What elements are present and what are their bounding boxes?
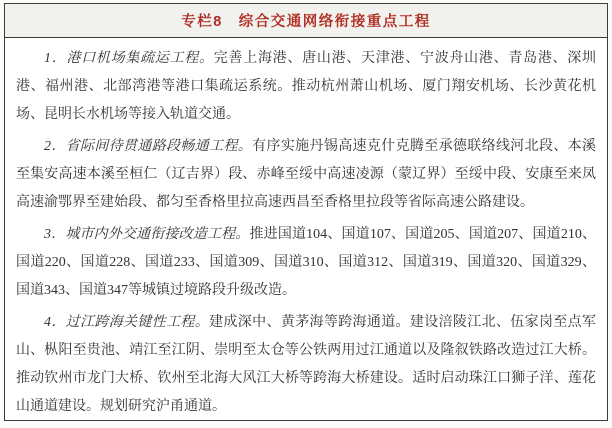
- paragraph-3-lead: 3．城市内外交通衔接改造工程。: [44, 227, 250, 242]
- paragraph-1-text: 完善上海港、唐山港、天津港、宁波舟山港、青岛港、深圳港、福州港、北部湾港等港口集疏运系统。推动杭州萧山机场、厦门翔安机场、长沙黄花机场、昆明长水机场等接入轨道交通。: [16, 51, 597, 122]
- paragraph-4: [16, 309, 596, 420]
- box-header: [5, 4, 607, 38]
- paragraph-1-lead: 1．港口机场集疏运工程。: [44, 51, 214, 66]
- paragraph-2-lead: 2．省际间待贯通路段畅通工程。: [44, 139, 253, 154]
- paragraph-2-text: 有序实施丹锡高速克什克腾至承德联络线河北段、本溪至集安高速本溪至桓仁（辽吉界）段、赤峰至绥中高速凌源（蒙辽界）至绥中段、安康至来凤高速渝鄂界至建始段、都匀至香格里拉高速西昌至香格里拉段等省际高速公路建设。: [16, 139, 597, 210]
- paragraph-3: [16, 221, 596, 305]
- box-title: 专栏8 综合交通网络衔接重点工程: [181, 14, 431, 30]
- paragraph-4-text: 建成深中、黄茅海等跨海通道。建设涪陵江北、伍家岗至点军山、枞阳至贵池、靖江至江阴、崇明至太仓等公铁两用过江通道以及隆叙铁路改造过江大桥。推动钦州市龙门大桥、钦州至北海大风江大桥等跨海大桥建设。适时启动珠江口狮子洋、莲花山通道建设。规划研究沪甬通道。: [16, 315, 597, 414]
- paragraph-1: [16, 45, 596, 129]
- paragraph-3-text: 推进国道104、国道107、国道205、国道207、国道210、国道220、国道228、国道233、国道309、国道310、国道312、国道319、国道320、国道329、国道343、国道347等城镇过境路段升级改造。: [16, 227, 596, 298]
- paragraph-4-lead: 4．过江跨海关键性工程。: [44, 315, 210, 330]
- box-body: [5, 38, 607, 420]
- feature-box: [4, 3, 608, 421]
- paragraph-2: [16, 133, 596, 217]
